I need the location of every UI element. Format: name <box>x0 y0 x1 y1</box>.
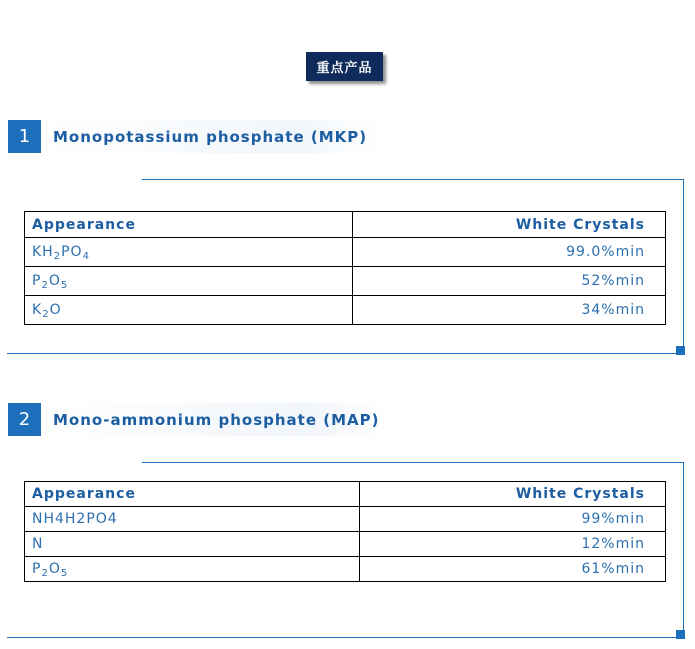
table-row <box>25 557 666 582</box>
spec-value-cell: 12%min <box>359 532 666 557</box>
table-row <box>25 507 666 532</box>
header-label-cell: Appearance <box>25 212 353 238</box>
section-heading-mkp <box>8 120 379 153</box>
section-number: 1 <box>8 120 41 153</box>
frame-top-line <box>142 462 684 463</box>
header-value-cell: White Crystals <box>359 482 666 507</box>
spec-value-cell: 52%min <box>352 267 666 296</box>
frame-top-line <box>142 179 684 180</box>
section-title: Monopotassium phosphate (MKP) <box>43 120 379 153</box>
table-row <box>25 238 666 267</box>
formula-cell: $P_2O_5$ <box>25 267 353 296</box>
table-row <box>25 532 666 557</box>
spec-value-cell: 34%min <box>352 296 666 325</box>
spec-value-cell: 99%min <box>359 507 666 532</box>
frame-bottom-line <box>7 637 684 638</box>
frame-corner-square <box>676 346 685 355</box>
spec-table-map <box>24 481 666 582</box>
header-value-cell: White Crystals <box>352 212 666 238</box>
frame-right-line <box>683 462 684 638</box>
table-row <box>25 267 666 296</box>
section-number: 2 <box>8 403 41 436</box>
section-title: Mono-ammonium phosphate (MAP) <box>43 403 391 436</box>
frame-right-line <box>683 179 684 354</box>
header-label-cell: Appearance <box>25 482 360 507</box>
table-header-row <box>25 212 666 238</box>
formula-cell: $P_2O_5$ <box>25 557 360 582</box>
formula-cell: $KH_2PO_4$ <box>25 238 353 267</box>
frame-corner-square <box>676 630 685 639</box>
formula-cell: N <box>25 532 360 557</box>
table-header-row <box>25 482 666 507</box>
formula-cell: $K_2O$ <box>25 296 353 325</box>
frame-bottom-line <box>7 353 684 354</box>
formula-cell: NH4H2PO4 <box>25 507 360 532</box>
table-row <box>25 296 666 325</box>
spec-value-cell: 99.0%min <box>352 238 666 267</box>
banner-label: 重点产品 <box>316 61 373 76</box>
spec-table-mkp <box>24 211 666 325</box>
section-heading-map <box>8 403 391 436</box>
spec-value-cell: 61%min <box>359 557 666 582</box>
section-banner <box>306 52 383 81</box>
